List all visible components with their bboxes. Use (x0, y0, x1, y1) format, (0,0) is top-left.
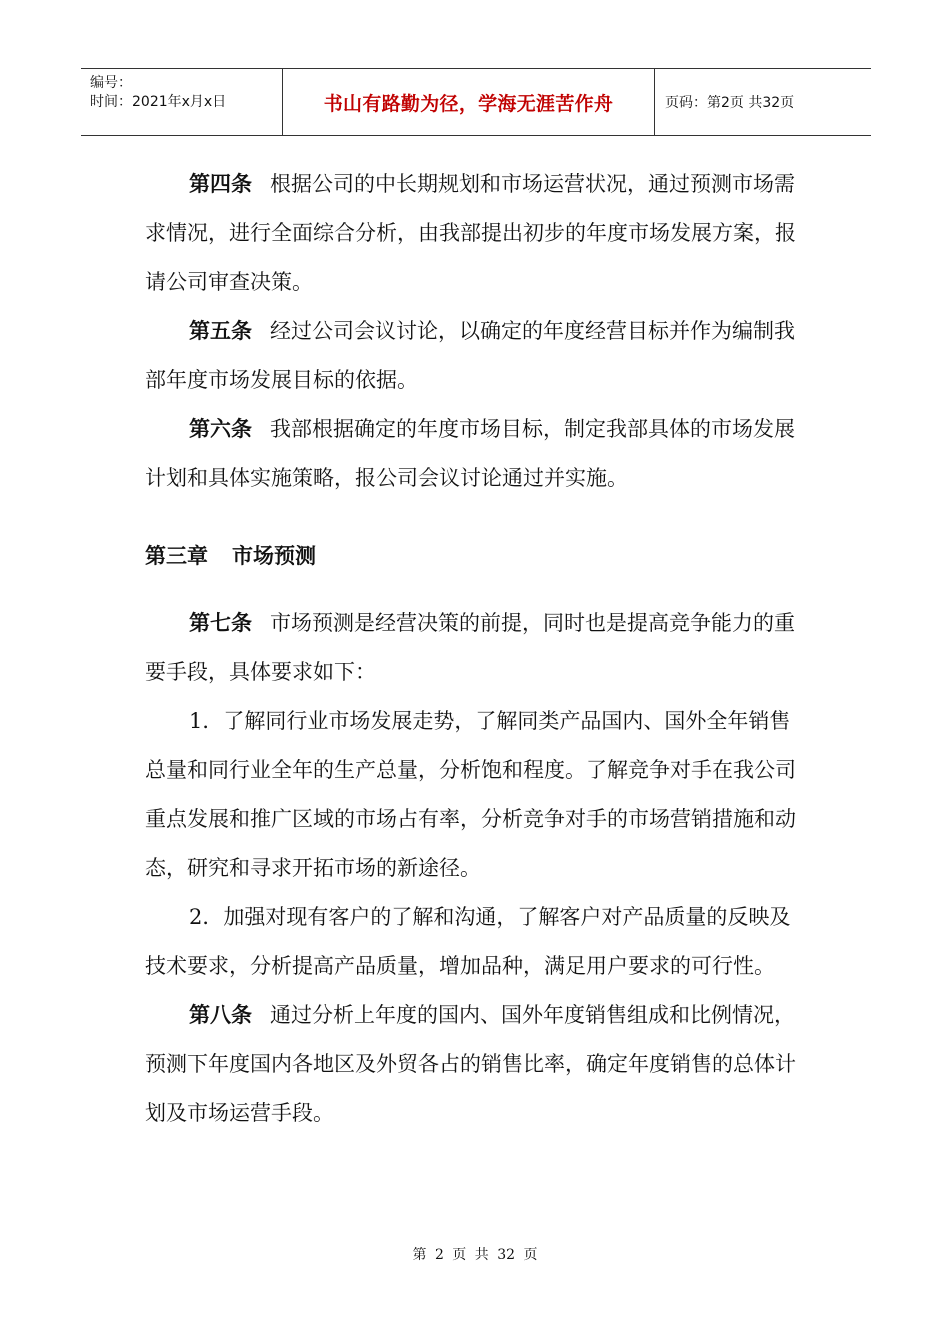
document-number-label: 编号： (90, 75, 132, 91)
header-motto: 书山有路勤为径，学海无涯苦作舟 (323, 92, 614, 115)
chapter-heading (145, 532, 316, 581)
body-section-1 (145, 160, 810, 503)
article-text: 我部根据确定的年度市场目标，制定我部具体的市场发展计划和具体实施策略，报公司会议讨论通过并实施。 (145, 417, 795, 490)
article-paragraph (145, 405, 810, 503)
article-text: 通过分析上年度的国内、国外年度销售组成和比例情况，预测下年度国内各地区及外贸各占的销售比率，确定年度销售的总体计划及市场运营手段。 (145, 1003, 796, 1125)
document-date: 时间：2021年x月x日 (90, 94, 227, 110)
article-paragraph (145, 599, 810, 697)
header-page-info: 页码：第2页 共32页 (665, 95, 795, 111)
article-paragraph (145, 160, 810, 307)
article-label: 第八条 (189, 1003, 252, 1027)
article-paragraph (145, 307, 810, 405)
article-label: 第四条 (189, 172, 252, 196)
page-footer: 第 2 页 共 32 页 (412, 1247, 538, 1263)
article-text: 市场预测是经营决策的前提，同时也是提高竞争能力的重要手段，具体要求如下： (145, 611, 795, 684)
article-text: 根据公司的中长期规划和市场运营状况，通过预测市场需求情况，进行全面综合分析，由我部提出初步的年度市场发展方案，报请公司审查决策。 (145, 172, 796, 294)
chapter-number: 第三章 (145, 544, 208, 568)
chapter-title: 市场预测 (232, 544, 316, 568)
article-label: 第五条 (189, 319, 252, 343)
list-item-text: 2．加强对现有客户的了解和沟通，了解客户对产品质量的反映及技术要求，分析提高产品质量，增加品种，满足用户要求的可行性。 (145, 905, 791, 978)
article-label: 第七条 (189, 611, 252, 635)
header-motto-cell (283, 69, 655, 135)
list-item-paragraph (145, 893, 810, 991)
list-item-text: 1．了解同行业市场发展走势，了解同类产品国内、国外全年销售总量和同行业全年的生产总量，分析饱和程度。了解竞争对手在我公司重点发展和推广区域的市场占有率，分析竞争对手的市场营销措施和动态，研究和寻求开拓市场的新途径。 (145, 709, 796, 880)
article-label: 第六条 (189, 417, 252, 441)
page-header (81, 68, 871, 136)
article-paragraph (145, 991, 810, 1138)
article-text: 经过公司会议讨论，以确定的年度经营目标并作为编制我部年度市场发展目标的依据。 (145, 319, 795, 392)
list-item-paragraph (145, 697, 810, 893)
body-section-2 (145, 599, 810, 1138)
header-page-info-cell (655, 69, 871, 135)
header-meta (81, 69, 283, 135)
